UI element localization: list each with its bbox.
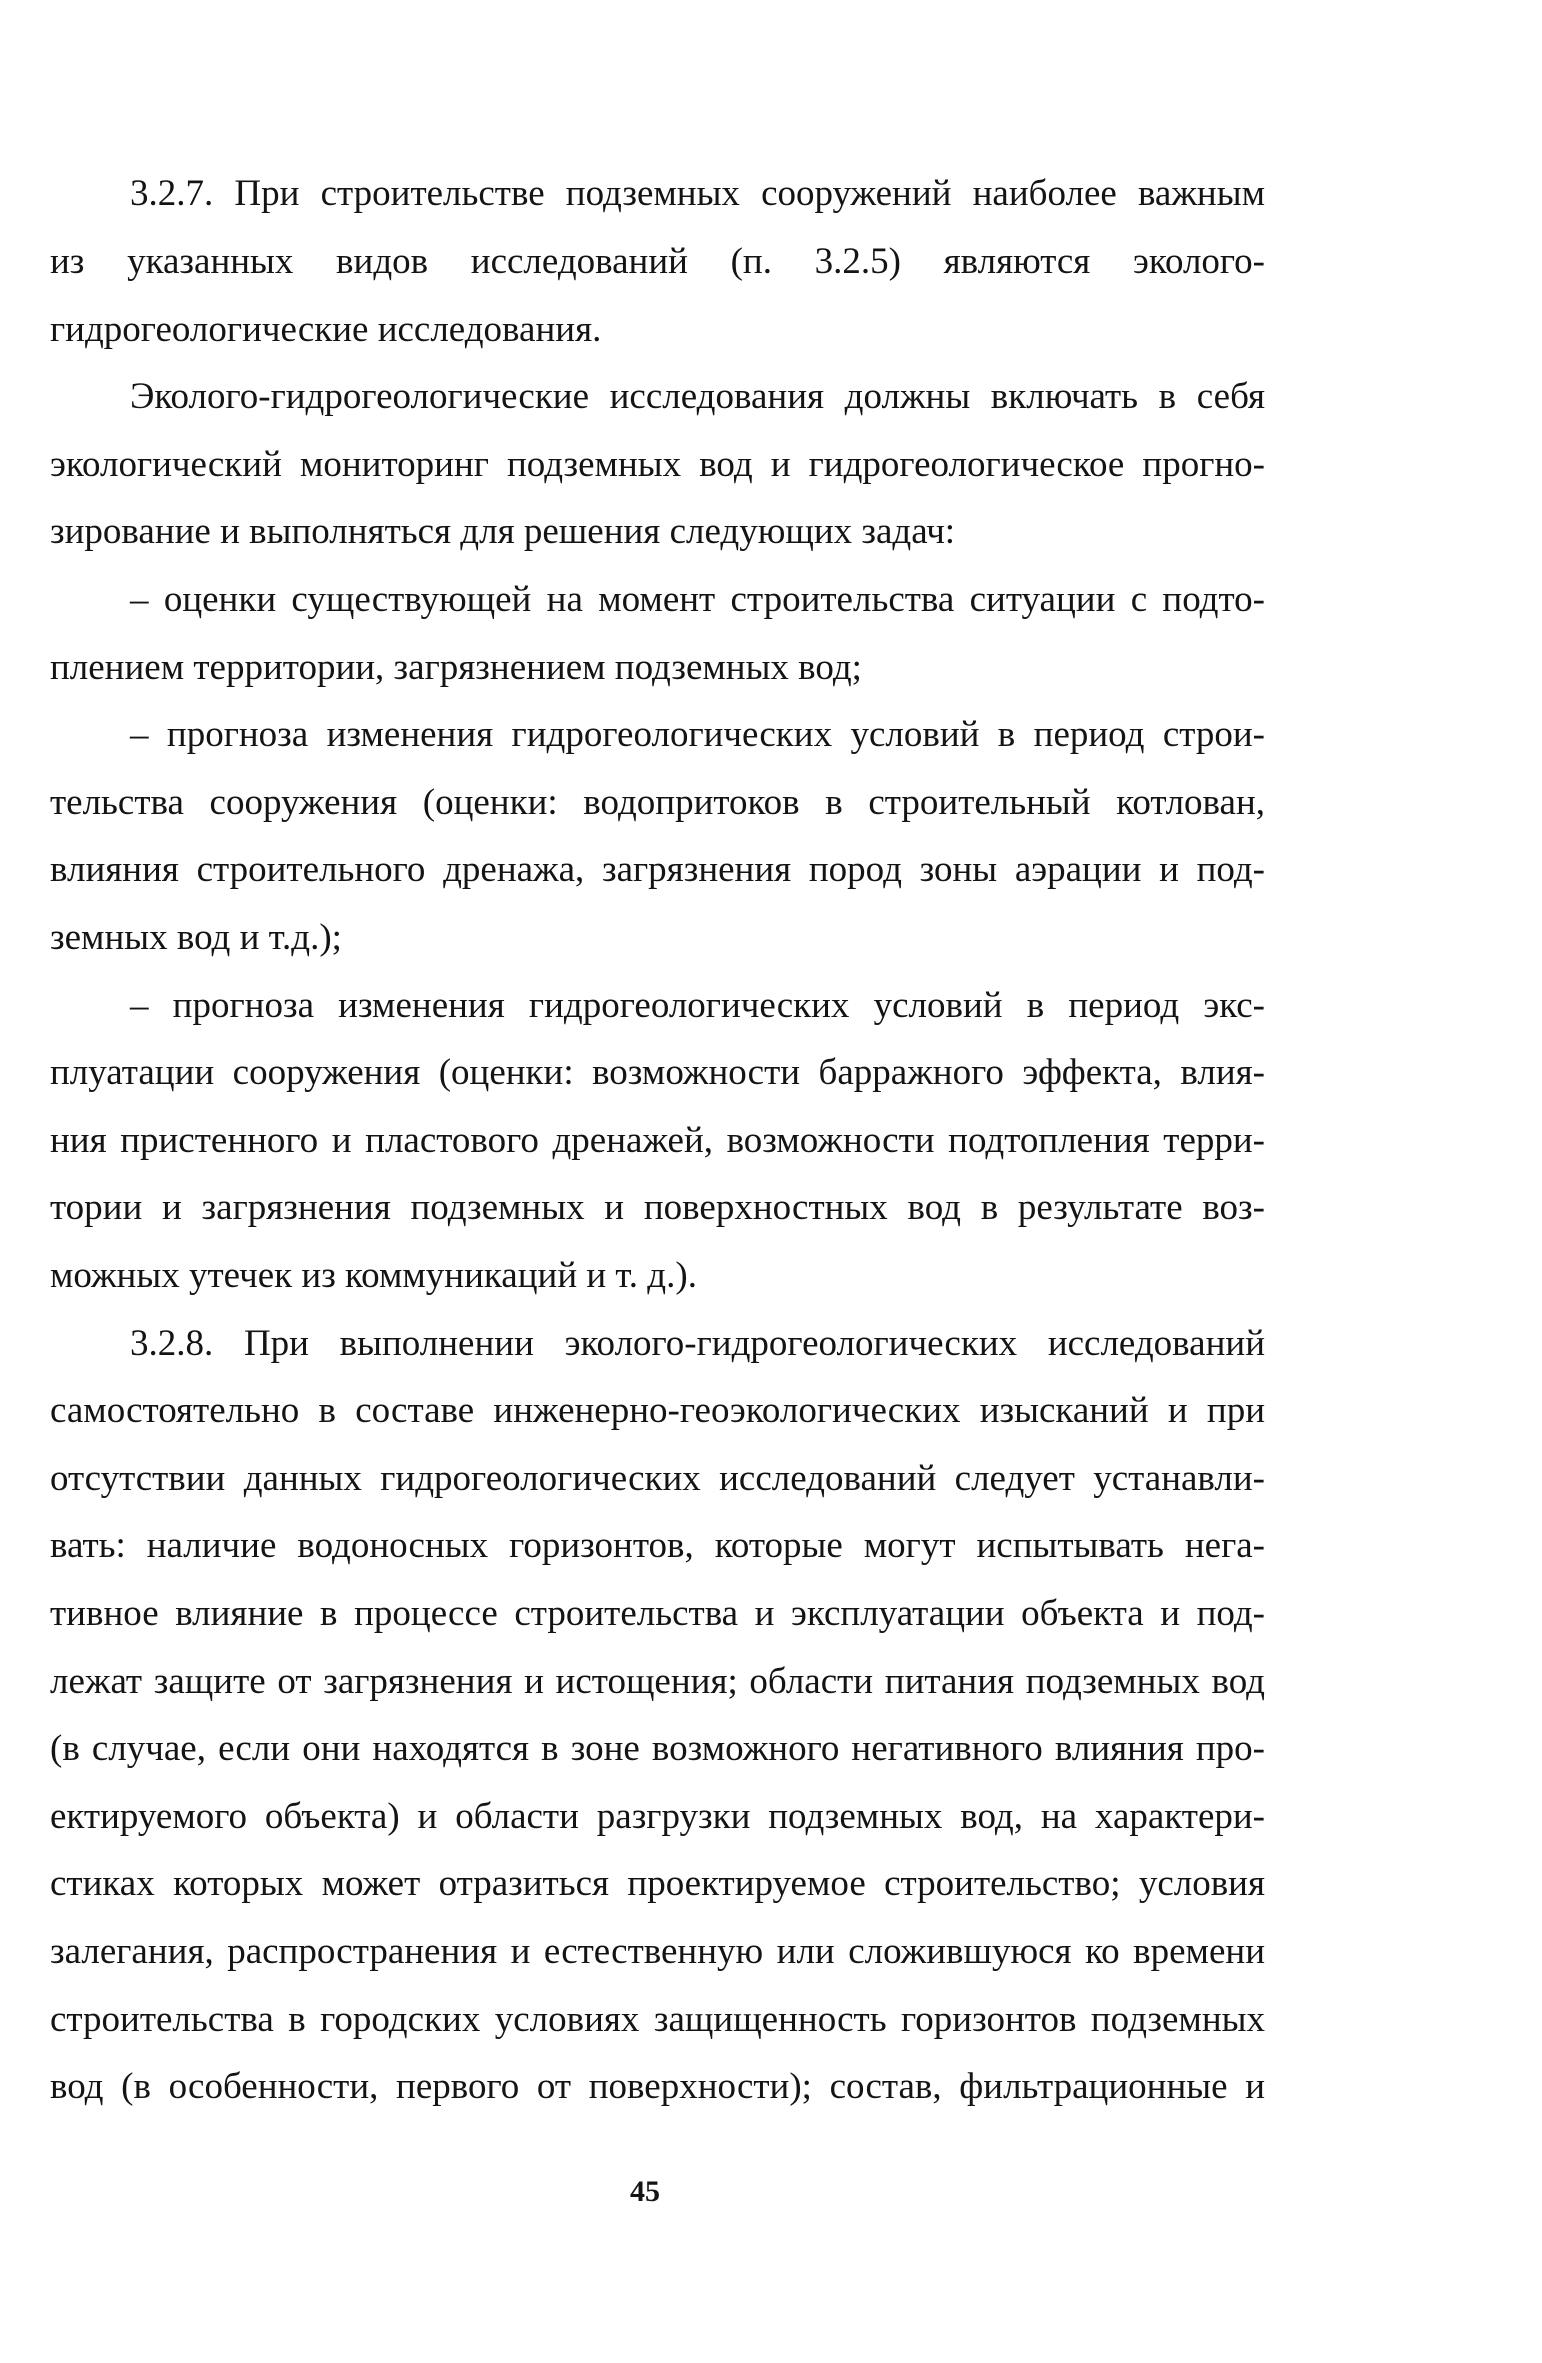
text-line: стиках которых может отразиться проектируемое строительство; условия (50, 1863, 1265, 1904)
text-line: строительства в городских условиях защищенность горизонтов подземных (50, 1999, 1265, 2040)
text-line: (в случае, если они находятся в зоне возможного негативного влияния про- (50, 1728, 1265, 1769)
list-item-line: – прогноза изменения гидрогеологических условий в период экс- (130, 985, 1265, 1026)
list-item-line: влияния строительного дренажа, загрязнения пород зоны аэрации и под- (50, 849, 1265, 890)
text-line: гидрогеологические исследования. (50, 309, 602, 350)
list-item-line: – оценки существующей на момент строительства ситуации с подто- (130, 579, 1265, 620)
list-item-line: ния пристенного и пластового дренажей, возможности подтопления терри- (50, 1120, 1265, 1161)
text-line: Эколого-гидрогеологические исследования должны включать в себя (130, 376, 1265, 417)
text-line: 3.2.8. При выполнении эколого-гидрогеологических исследований (130, 1323, 1265, 1364)
text-line: вод (в особенности, первого от поверхности); состав, фильтрационные и (50, 2066, 1265, 2107)
page-number: 45 (630, 2175, 660, 2208)
text-line: вать: наличие водоносных горизонтов, которые могут испытывать нега- (50, 1525, 1265, 1566)
text-line: из указанных видов исследований (п. 3.2.5) являются эколого- (50, 241, 1265, 282)
text-line: залегания, распространения и естественную или сложившуюся ко времени (50, 1931, 1265, 1972)
text-line: лежат защите от загрязнения и истощения; области питания подземных вод (50, 1661, 1265, 1702)
list-item-line: земных вод и т.д.); (50, 917, 342, 958)
text-line: тивное влияние в процессе строительства и эксплуатации объекта и под- (50, 1593, 1265, 1634)
list-item-line: плуатации сооружения (оценки: возможности барражного эффекта, влия- (50, 1052, 1265, 1093)
text-line: отсутствии данных гидрогеологических исследований следует устанавли- (50, 1458, 1265, 1499)
list-item-line: тории и загрязнения подземных и поверхностных вод в результате воз- (50, 1187, 1265, 1228)
text-line: самостоятельно в составе инженерно-геоэкологических изысканий и при (50, 1390, 1265, 1431)
text-line: ектируемого объекта) и области разгрузки подземных вод, на характери- (50, 1796, 1265, 1837)
list-item-line: можных утечек из коммуникаций и т. д.). (50, 1255, 697, 1296)
text-line: 3.2.7. При строительстве подземных сооружений наиболее важным (130, 173, 1265, 214)
list-item-line: – прогноза изменения гидрогеологических условий в период строи- (130, 714, 1265, 755)
text-line: зирование и выполняться для решения следующих задач: (50, 511, 956, 552)
text-line: экологический мониторинг подземных вод и гидрогеологическое прогно- (50, 444, 1265, 485)
list-item-line: плением территории, загрязнением подземных вод; (50, 647, 862, 688)
list-item-line: тельства сооружения (оценки: водопритоков в строительный котлован, (50, 782, 1265, 823)
